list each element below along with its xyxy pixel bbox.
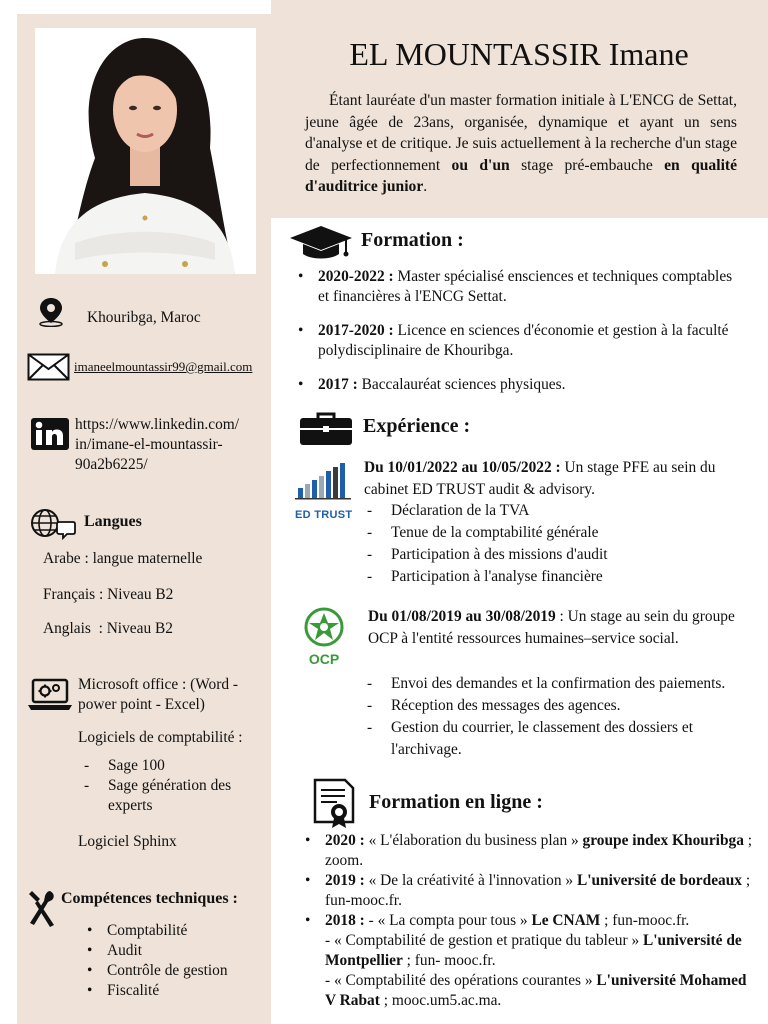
job1-dates: Du 10/01/2022 au 10/05/2022 :	[364, 459, 561, 476]
ocp-logo	[291, 607, 357, 666]
job2-tasks	[367, 673, 749, 761]
list-item: - Participation à des missions d'audit	[367, 544, 747, 566]
accounting-software-list	[84, 756, 264, 816]
list-item: • Fiscalité	[87, 981, 228, 1001]
accounting-software-title: Logiciels de comptabilité :	[78, 729, 243, 746]
office-skills	[78, 675, 238, 715]
online-org: Le CNAM	[531, 912, 601, 929]
language-english: Anglais : Niveau B2	[43, 620, 173, 637]
list-item: - Sage génération des experts	[84, 776, 264, 816]
list-item: - Sage 100	[84, 756, 264, 776]
list-item	[298, 267, 738, 307]
online-site: ; fun-mooc.fr.	[600, 912, 690, 929]
online-year: 2019 :	[325, 872, 365, 889]
online-course: - « Comptabilité de gestion et pratique du tableur »	[325, 932, 643, 949]
job2-dates: Du 01/08/2019 au 30/08/2019	[368, 608, 556, 625]
edtrust-logo-text: ED TRUST	[295, 509, 353, 521]
edtrust-logo	[295, 462, 355, 521]
mail-icon	[27, 353, 70, 381]
online-year: 2020 :	[325, 832, 365, 849]
ocp-logo-text: OCP	[308, 651, 340, 667]
online-site: ; fun-mooc.fr.	[325, 872, 751, 909]
experience-title: Expérience :	[363, 415, 471, 437]
candidate-name: EL MOUNTASSIR Imane	[349, 36, 689, 72]
profile-photo	[35, 28, 256, 274]
job2-text: : Un stage au sein du groupe OCP à l'entité ressources humaines–service social.	[368, 608, 735, 647]
online-training-title: Formation en ligne :	[369, 791, 543, 813]
job2-description	[368, 606, 746, 650]
online-course: « De la créativité à l'innovation »	[364, 872, 577, 889]
online-org: L'université de Montpellier	[325, 932, 742, 969]
linkedin-url-line: https://www.linkedin.com/	[75, 416, 240, 433]
location-text: Khouribga, Maroc	[87, 309, 201, 326]
language-french: Français : Niveau B2	[43, 586, 174, 603]
formation-years: 2020-2022 :	[318, 268, 394, 285]
profile-summary	[305, 90, 737, 198]
formation-years: 2017 :	[318, 376, 358, 393]
edtrust-bars-icon	[295, 462, 353, 500]
online-site: ; mooc.um5.ac.ma.	[379, 992, 502, 1009]
briefcase-icon	[299, 412, 353, 446]
online-org: groupe index Khouribga	[582, 832, 744, 849]
online-year: 2018 :	[325, 912, 365, 929]
skills-title: Compétences techniques :	[61, 890, 238, 907]
formation-years: 2017-2020 :	[318, 322, 394, 339]
office-line: Microsoft office : (Word -	[78, 676, 239, 693]
linkedin-url[interactable]	[75, 415, 239, 475]
laptop-gears-icon	[27, 678, 73, 712]
tools-icon	[28, 889, 56, 929]
formation-list	[298, 267, 738, 395]
list-item: • Comptabilité	[87, 921, 228, 941]
job1-tasks	[367, 500, 747, 588]
online-course: - « La compta pour tous »	[364, 912, 532, 929]
online-course: « L'élaboration du business plan »	[364, 832, 583, 849]
language-arabic: Arabe : langue maternelle	[43, 550, 203, 567]
online-org: L'université Mohamed V Rabat	[325, 972, 747, 1009]
list-item: • Contrôle de gestion	[87, 961, 228, 981]
email-link[interactable]: imaneelmountassir99@gmail.com	[74, 359, 253, 374]
languages-title: Langues	[84, 513, 142, 530]
linkedin-url-line: 90a2b6225/	[75, 456, 148, 473]
location-pin-icon	[35, 297, 67, 327]
online-site: ; zoom.	[325, 832, 753, 869]
list-item	[305, 911, 757, 1011]
list-item	[305, 831, 757, 871]
list-item	[305, 871, 757, 911]
globe-chat-icon	[29, 508, 77, 540]
formation-text: Licence en sciences d'économie et gestion à la faculté polydisciplinaire de Khouribga.	[318, 322, 729, 359]
formation-text: Master spécialisé ensciences et techniques comptables et financières à l'ENCG Settat.	[318, 268, 733, 305]
sphinx-software: Logiciel Sphinx	[78, 833, 177, 850]
skills-list	[87, 921, 228, 1001]
summary-emph: ou d'un	[451, 156, 510, 174]
list-item: - Gestion du courrier, le classement des dossiers et l'archivage.	[367, 717, 749, 761]
job1-text: Un stage PFE au sein du cabinet ED TRUST audit & advisory.	[364, 459, 716, 498]
list-item: - Tenue de la comptabilité générale	[367, 522, 747, 544]
linkedin-icon	[31, 418, 69, 450]
list-item: - Participation à l'analyse financière	[367, 566, 747, 588]
online-training-list	[305, 831, 757, 1011]
summary-role: en qualité d'auditrice junior	[305, 156, 738, 195]
list-item: - Déclaration de la TVA	[367, 500, 747, 522]
list-item: • Audit	[87, 941, 228, 961]
summary-end: .	[423, 178, 428, 195]
list-item	[298, 321, 738, 361]
ocp-emblem-icon	[291, 607, 357, 647]
office-line: power point - Excel)	[78, 696, 205, 713]
summary-text: Étant lauréate d'un master formation initiale à L'ENCG de Settat, jeune âgée de 23ans, organisée, dynamique et ayant un sens d'analyse et de critique. Je suis actuellement à la recherche d'un stage de perfectionnement	[305, 92, 737, 174]
job1-description	[364, 457, 744, 501]
list-item: - Réception des messages des agences.	[367, 695, 749, 717]
formation-title: Formation :	[361, 229, 464, 251]
online-org: L'université de bordeaux	[576, 872, 742, 889]
summary-text: stage pré-embauche	[509, 156, 665, 174]
linkedin-url-line: in/imane-el-mountassir-	[75, 436, 223, 453]
formation-text: Baccalauréat sciences physiques.	[357, 376, 566, 393]
online-course: - « Comptabilité des opérations courantes »	[325, 972, 597, 989]
list-item: - Envoi des demandes et la confirmation des paiements.	[367, 673, 749, 695]
certificate-icon	[312, 778, 356, 830]
graduation-cap-icon	[289, 222, 353, 262]
online-site: ; fun- mooc.fr.	[402, 952, 496, 969]
list-item	[298, 375, 738, 395]
